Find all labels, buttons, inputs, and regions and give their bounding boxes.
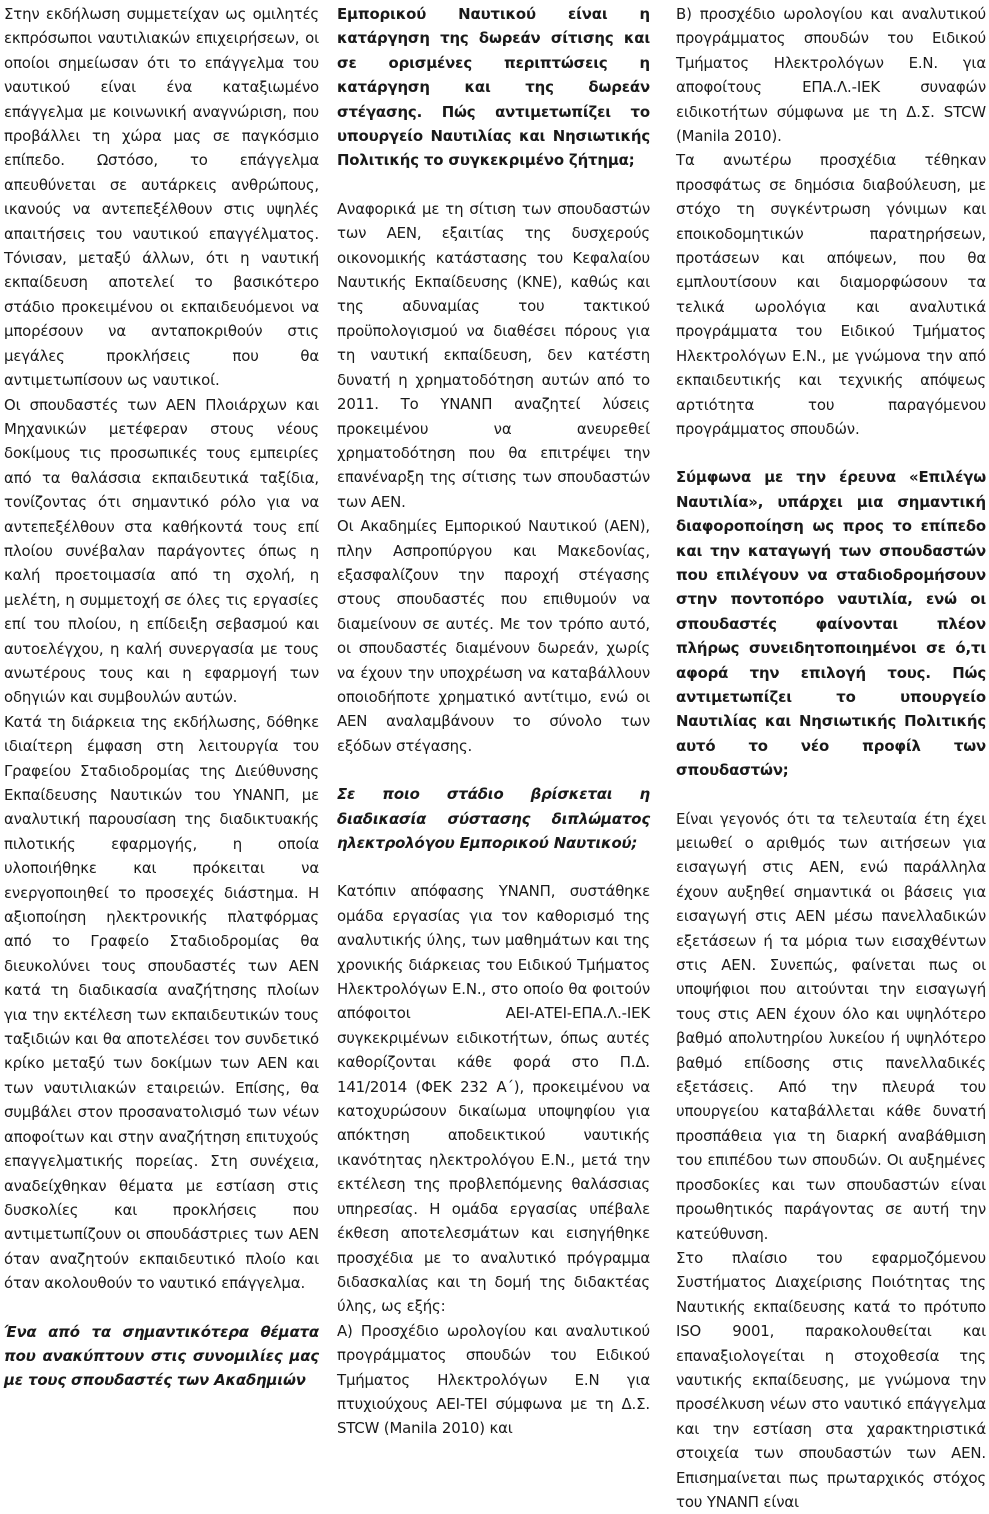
question-meals-housing-end: Εμπορικού Ναυτικού είναι η κατάργηση της δωρεάν σίτισης και σε ορισμένες περιπτώσεις η κατάργηση και της δωρεάν στέγασης. Πώς αντιμετωπίζει το υπουργείο Ναυτιλίας και Νησιωτικής Πολιτικής το συγκεκριμένο ζήτημα; — [337, 5, 650, 170]
paragraph-career-office: Κατά τη διάρκεια της εκδήλωσης, δόθηκε ιδιαίτερη έμφαση στη λειτουργία του Γραφείου Σταδιοδρομίας της Διεύθυνσης Εκπαίδευσης Ναυτικών του ΥΝΑΝΠ, με αναλυτική παρουσίαση της διαδικτυακής πιλοτικής εφαρμογής, η οποία υλοποιήθηκε και πρόκειται να ενεργοποιηθεί το προσεχές διάστημα. Η αξιοποίηση ηλεκτρονικής πλατφόρμας από το Γραφείο Σταδιοδρομίας θα διευκολύνει τους σπουδαστές των ΑΕΝ κατά τη διαδικασία αναζήτησης πλοίων για την εκτέλεση των εκπαιδευτικών τους ταξιδιών και θα αποτελέσει τον συνδετικό κρίκο μεταξύ των δοκίμων των ΑΕΝ και των ναυτιλιακών εταιρειών. Επίσης, θα συμβάλει στον προσανατολισμό των νέων αποφοίτων και στην αναζήτηση επιτυχούς επαγγελματικής πορείας. Στη συνέχεια, αναδείχθηκαν θέματα με εστίαση στις δυσκολίες και προκλήσεις που αντιμετωπίζουν οι σπουδάστριες των ΑΕΝ όταν αναζητούν εκπαιδευτικό πλοίο και όταν ακολουθούν το ναυτικό επάγγελμα. — [4, 712, 319, 1293]
spacer — [337, 855, 650, 879]
spacer — [337, 173, 650, 197]
spacer — [676, 783, 986, 807]
answer-meals: Αναφορικά με τη σίτιση των σπουδαστών των ΑΕΝ, εξαιτίας της δυσχερούς οικονομικής κατάστασης του Κεφαλαίου Ναυτικής Εκπαίδευσης (ΚΝΕ), καθώς και της αδυναμίας του τακτικού προϋπολογισμού να διαθέσει πόρους για τη ναυτική εκπαίδευση, δεν κατέστη δυνατή η χρηματοδότηση αυτών από το 2011. Το ΥΝΑΝΠ αναζητεί λύσεις προκειμένου να ανευρεθεί χρηματοδότηση που θα επιτρέψει την επανέναρξη της σίτισης των σπουδαστών των ΑΕΝ. — [337, 199, 650, 511]
answer-working-group: Κατόπιν απόφασης ΥΝΑΝΠ, συστάθηκε ομάδα εργασίας για τον καθορισμό της αναλυτικής ύλης, των μαθημάτων και της χρονικής διάρκειας του Ειδικού Τμήματος Ηλεκτρολόγων Ε.Ν., στο οποίο θα φοιτούν απόφοιτοι ΑΕΙ-ΑΤΕΙ-ΕΠΑ.Λ.-ΙΕΚ συγκεκριμένων ειδικοτήτων, όπως αυτές καθορίζονται κάθε φορά στο Π.Δ. 141/2014 (ΦΕΚ 232 Α΄), προκειμένου να κατοχυρώσουν δικαίωμα υποψηφίου για απόκτηση αποδεικτικού ναυτικής ικανότητας ηλεκτρολόγου Ε.Ν., μετά την εκτέλεση της προβλεπόμενης θαλάσσιας υπηρεσίας. Η ομάδα εργασίας υπέβαλε έκθεση αποτελεσμάτων και εισηγήθηκε προσχέδια με το αναλυτικό πρόγραμμα διδασκαλίας και τη δομή της διδακτέας ύλης, ως εξής: — [337, 882, 650, 1316]
column-middle — [337, 2, 650, 1438]
answer-admissions: Είναι γεγονός ότι τα τελευταία έτη έχει μειωθεί ο αριθμός των αιτήσεων για εισαγωγή στις ΑΕΝ, ενώ παράλληλα έχουν αυξηθεί σημαντικά οι βάσεις για εισαγωγή στις ΑΕΝ μέσω πανελλαδικών εξετάσεων ή τα μόρια των εισαχθέντων στις ΑΕΝ. Συνεπώς, φαίνεται πως οι υποψήφιοι που αιτούνται την εισαγωγή τους στις ΑΕΝ έχουν όλο και υψηλότερο βαθμό απολυτηρίου λυκείου ή υψηλότερο βαθμό επίδοσης στις πανελλαδικές εξετάσεις. Από την πλευρά του υπουργείου καταβάλλεται κάθε δυνατή προσπάθεια για τη διαρκή αναβάθμιση του επιπέδου των σπουδών. Οι αυξημένες προσδοκίες και των σπουδαστών είναι προωθητικός παράγοντας σε αυτή την κατεύθυνση. — [676, 809, 986, 1243]
column-left — [4, 2, 319, 1390]
answer-draft-b: Β) προσχέδιο ωρολογίου και αναλυτικού προγράμματος σπουδών του Ειδικού Τμήματος Ηλεκτρολόγων Ε.Ν. για αποφοίτους ΕΠΑ.Λ.-ΙΕΚ συναφών ειδικοτήτων σύμφωνα με τη Δ.Σ. STCW (Manila 2010). — [676, 5, 986, 146]
paragraph-students-experience: Οι σπουδαστές των ΑΕΝ Πλοιάρχων και Μηχανικών μετέφεραν στους νέους δοκίμους τις προσωπικές τους εμπειρίες από τα θαλάσσια εκπαιδευτικά ταξίδια, τονίζοντας ότι σημαντικό ρόλο για να αντεπεξέλθουν στα καθήκοντά τους επί πλοίου συνέβαλαν παράγοντες όπως η καλή προετοιμασία από τη σχολή, η μελέτη, η συμμετοχή σε όλες τις εργασίες επί του πλοίου, η επίδειξη σεβασμού και αυτοελέγχου, η καλή συνεργασία με τους ανωτέρους τους και η εφαρμογή των οδηγιών και συμβουλών αυτών. — [4, 395, 319, 707]
question-electrician-diploma: Σε ποιο στάδιο βρίσκεται η διαδικασία σύστασης διπλώματος ηλεκτρολόγου Εμπορικού Ναυτικού; — [337, 785, 650, 852]
question-student-profile: Σύμφωνα με την έρευνα «Επιλέγω Ναυτιλία», υπάρχει μια σημαντική διαφοροποίηση ως προς το επίπεδο και την καταγωγή των σπουδαστών που επιλέγουν να σταδιοδρομήσουν στην ποντοπόρο ναυτιλία, ενώ οι σπουδαστές φαίνονται πλέον πλήρως συνειδητοποιημένοι σε ό,τι αφορά την επιλογή τους. Πώς αντιμετωπίζει το υπουργείο Ναυτιλίας και Νησιωτικής Πολιτικής αυτό το νέο προφίλ των σπουδαστών; — [676, 468, 986, 780]
question-meals-housing-start: Ένα από τα σημαντικότερα θέματα που ανακύπτουν στις συνομιλίες μας με τους σπουδαστές των Ακαδημιών — [4, 1322, 319, 1390]
paragraph-event-speakers: Στην εκδήλωση συμμετείχαν ως ομιλητές εκπρόσωποι ναυτιλιακών επιχειρήσεων, οι οποίοι σημείωσαν ότι το επάγγελμα του ναυτικού είναι ένα καταξιωμένο επάγγελμα με κοινωνική αναγνώριση, που προβάλλει τη χώρα μας σε παγκόσμιο επίπεδο. Ωστόσο, το επάγγελμα απευθύνεται σε αυτάρκεις ανθρώπους, ικανούς να αντεπεξέλθουν στις υψηλές απαιτήσεις του ναυτικού επαγγέλματος. Τόνισαν, μεταξύ άλλων, ότι η ναυτική εκπαίδευση αποτελεί το βασικότερο στάδιο προκειμένου οι εκπαιδευόμενοι να μπορέσουν να ανταποκριθούν στις μεγάλες προκλήσεις που θα αντιμετωπίσουν ως ναυτικοί. — [4, 5, 319, 390]
answer-draft-a: Α) Προσχέδιο ωρολογίου και αναλυτικού προγράμματος σπουδών του Ειδικού Τμήματος Ηλεκτρολόγων Ε.Ν για πτυχιούχους ΑΕΙ-ΤΕΙ σύμφωνα με τη Δ.Σ. STCW (Manila 2010) και — [337, 1321, 650, 1438]
answer-consultation: Τα ανωτέρω προσχέδια τέθηκαν προσφάτως σε δημόσια διαβούλευση, με στόχο τη συγκέντρωση γόνιμων και εποικοδομητικών παρατηρήσεων, προτάσεων και απόψεων, που θα εμπλουτίσουν και διαμορφώσουν τα τελικά ωρολόγια και αναλυτικά προγράμματα του Ειδικού Τμήματος Ηλεκτρολόγων Ε.Ν., με γνώμονα την από εκπαιδευτικής και τεχνικής απόψεως αρτιότητα του παραγόμενου προγράμματος σπουδών. — [676, 151, 986, 438]
answer-housing: Οι Ακαδημίες Εμπορικού Ναυτικού (ΑΕΝ), πλην Ασπροπύργου και Μακεδονίας, εξασφαλίζουν την παροχή στέγασης στους σπουδαστές που επιθυμούν να διαμείνουν σε αυτές. Με τον τρόπο αυτό, οι σπουδαστές διαμένουν δωρεάν, χωρίς να έχουν την υποχρέωση να καταβάλλουν οποιοδήποτε χρηματικό αντίτιμο, ενώ οι ΑΕΝ αναλαμβάνουν το σύνολο των εξόδων στέγασης. — [337, 517, 650, 755]
answer-quality-system: Στο πλαίσιο του εφαρμοζόμενου Συστήματος Διαχείρισης Ποιότητας της Ναυτικής εκπαίδευσης κατά το πρότυπο ISO 9001, παρακολουθείται και επαναξιολογείται η στοχοθεσία της ναυτικής εκπαίδευσης, με γνώμονα την προσέλκυση νέων στο ναυτικό επάγγελμα και την εστίαση στα χαρακτηριστικά στοιχεία των σπουδαστών των ΑΕΝ. Επισημαίνεται πως πρωταρχικός στόχος του ΥΝΑΝΠ είναι — [676, 1248, 986, 1511]
spacer — [337, 758, 650, 782]
column-right — [676, 2, 986, 1511]
spacer — [676, 441, 986, 465]
spacer — [4, 1296, 319, 1320]
